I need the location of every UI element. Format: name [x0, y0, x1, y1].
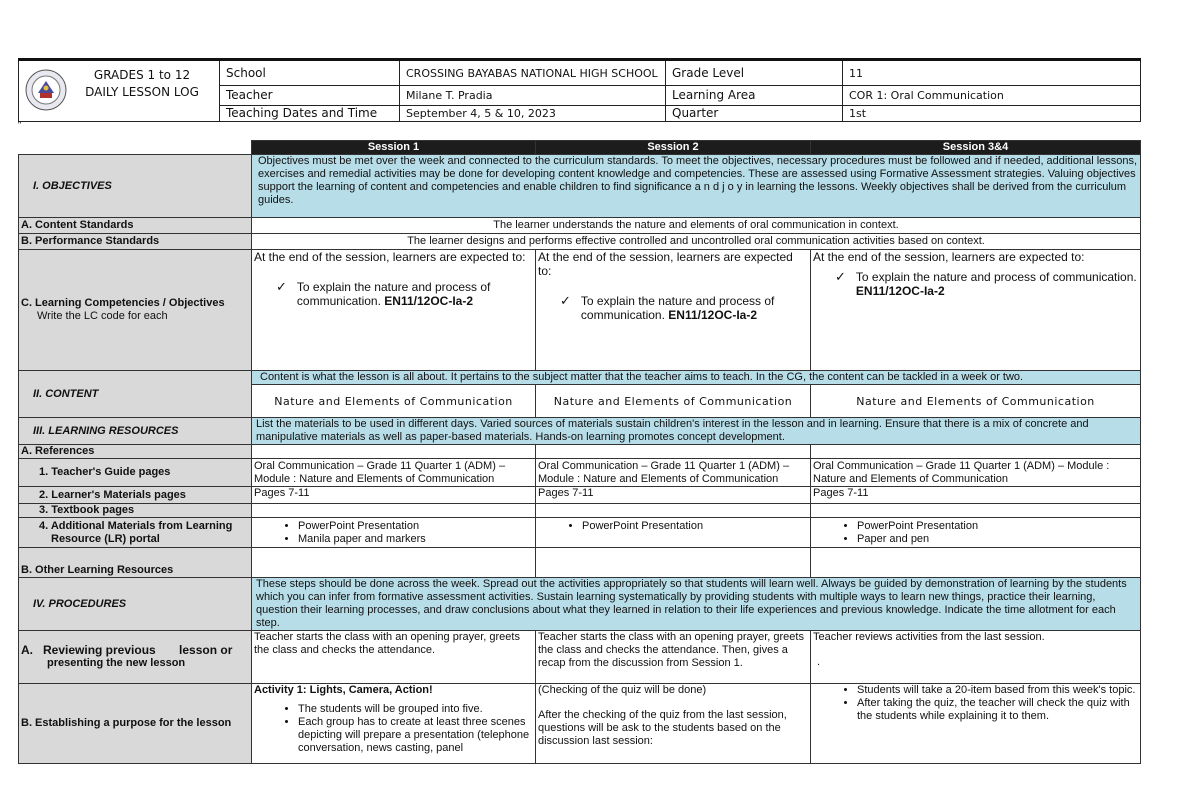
performance-standards-value: The learner designs and performs effective controlled and uncontrolled oral communication activities based on context. [252, 234, 1141, 250]
proc-a-label-cell [19, 631, 252, 684]
area-label: Learning Area [666, 86, 843, 106]
list-item: • PowerPoint Presentation [582, 520, 808, 533]
quarter-value: 1st [843, 106, 1141, 122]
procedures-title: IV. PROCEDURES [19, 578, 252, 631]
tg-label: 1. Teacher's Guide pages [19, 459, 252, 487]
tb-s3 [811, 504, 1141, 518]
objective-code: EN11/12OC-Ia-2 [855, 284, 945, 298]
competencies-label: C. Learning Competencies / Objectives [21, 297, 225, 309]
content-topic-s1: Nature and Elements of Communication [252, 385, 536, 418]
content-standards-label: A. Content Standards [19, 218, 252, 234]
proc-a-s2: Teacher starts the class with an opening prayer, greets the class and checks the attendance. Then, gives a recap from the discussion from Session 1. [536, 631, 811, 684]
list-item: • Each group has to create at least three scenes depicting will prepare a presentation (telephone conversation, news casting, panel [298, 716, 533, 755]
competencies-s2-intro: At the end of the session, learners are expected to: [538, 250, 793, 278]
competencies-s2-objective [538, 294, 808, 322]
objective-text: To explain the nature and process of communication. [855, 270, 1137, 284]
proc-b-s1 [252, 684, 536, 764]
other-s1 [252, 548, 536, 578]
resources-title: III. LEARNING RESOURCES [19, 418, 252, 445]
competencies-s1 [252, 250, 536, 371]
proc-b-s2-line1: (Checking of the quiz will be done) [538, 684, 707, 696]
procedures-note: These steps should be done across the week. Spread out the activities appropriately so that students will learn well. Always be guided by demonstration of learning by the students which you can infer from formative assessment activities. Sustain learning systematically by providing students with multiple ways to learn new things, practice their learning, question their learning processes, and draw conclusions about what they learned in relation to their life experiences and previous knowledge. Indicate the time allotment for each step. [252, 578, 1141, 631]
lesson-log-header [18, 58, 1140, 120]
list-item: • The students will be grouped into five. [298, 703, 533, 716]
lr-s2 [536, 518, 811, 548]
teacher-value: Milane T. Pradia [400, 86, 666, 106]
deped-seal-icon [25, 69, 67, 111]
lr-label-2: Resource (LR) portal [51, 532, 160, 545]
list-item: • Manila paper and markers [298, 533, 533, 546]
other-resources-label: B. Other Learning Resources [19, 548, 252, 578]
log-title [67, 67, 217, 101]
content-topic-s2: Nature and Elements of Communication [536, 385, 811, 418]
lm-s1: Pages 7-11 [252, 487, 536, 504]
competencies-label-cell [19, 250, 252, 371]
objective-text: To explain the nature and process of communication. [580, 294, 775, 322]
objectives-title: I. OBJECTIVES [19, 155, 252, 218]
tb-label: 3. Textbook pages [19, 504, 252, 518]
dates-label: Teaching Dates and Time [220, 106, 400, 122]
competencies-sublabel: Write the LC code for each [37, 310, 168, 322]
quarter-label: Quarter [666, 106, 843, 122]
references-s3 [811, 445, 1141, 459]
lm-label: 2. Learner's Materials pages [19, 487, 252, 504]
list-item: • After taking the quiz, the teacher will check the quiz with the students while explaining it to them. [857, 697, 1138, 723]
checkmark-icon: ✓ [276, 279, 287, 294]
session-2-header: Session 2 [536, 141, 811, 155]
competencies-s3-intro: At the end of the session, learners are expected to: [813, 250, 1085, 264]
competencies-s2 [536, 250, 811, 371]
list-item: • PowerPoint Presentation [857, 520, 1138, 533]
content-note: Content is what the lesson is all about. It pertains to the subject matter that the teacher aims to teach. In the CG, the content can be tackled in a week or two. [252, 371, 1141, 385]
area-value: COR 1: Oral Communication [843, 86, 1141, 106]
grade-label: Grade Level [666, 60, 843, 86]
resources-note: List the materials to be used in different days. Varied sources of materials sustain children's interest in the lesson and in learning. Ensure that there is a mix of concrete and manipulative materials as well as paper-based materials. Hands-on learning promotes concept development. [252, 418, 1141, 445]
school-label: School [220, 60, 400, 86]
lm-s3: Pages 7-11 [811, 487, 1141, 504]
competencies-s3 [811, 250, 1141, 371]
lr-s3 [811, 518, 1141, 548]
grade-value: 11 [843, 60, 1141, 86]
content-title: II. CONTENT [19, 371, 252, 418]
tg-s1: Oral Communication – Grade 11 Quarter 1 (ADM) – Module : Nature and Elements of Communication [252, 459, 536, 487]
objectives-note [252, 155, 1141, 218]
tb-s2 [536, 504, 811, 518]
log-title-line1: GRADES 1 to 12 [93, 68, 191, 82]
lr-s1 [252, 518, 536, 548]
session-1-header: Session 1 [252, 141, 536, 155]
references-label: A. References [19, 445, 252, 459]
teacher-label: Teacher [220, 86, 400, 106]
proc-b-s3 [811, 684, 1141, 764]
tg-s2: Oral Communication – Grade 11 Quarter 1 (ADM) – Module : Nature and Elements of Communication [536, 459, 811, 487]
competencies-s1-objective [254, 280, 533, 308]
lesson-log-table [18, 140, 1140, 764]
objective-code: EN11/12OC-Ia-2 [668, 308, 758, 322]
tg-s3: Oral Communication – Grade 11 Quarter 1 (ADM) – Module : Nature and Elements of Communication [811, 459, 1141, 487]
lm-s2: Pages 7-11 [536, 487, 811, 504]
proc-b-s2 [536, 684, 811, 764]
blank-corner [19, 141, 252, 155]
session-3-header: Session 3&4 [811, 141, 1141, 155]
other-s3 [811, 548, 1141, 578]
lr-label-cell [19, 518, 252, 548]
stray-mark: " [18, 120, 22, 130]
proc-b-label: B. Establishing a purpose for the lesson [19, 684, 252, 764]
checkmark-icon: ✓ [835, 269, 846, 284]
competencies-s3-objective [813, 270, 1138, 298]
content-topic-s3: Nature and Elements of Communication [811, 385, 1141, 418]
objective-code: EN11/12OC-Ia-2 [384, 294, 474, 308]
proc-a-s3-text: Teacher reviews activities from the last session. [813, 631, 1045, 643]
performance-standards-label: B. Performance Standards [19, 234, 252, 250]
proc-a-label-2: presenting the new lesson [47, 657, 186, 669]
list-item: • Paper and pen [857, 533, 1138, 546]
proc-a-s3-dot: . [817, 656, 821, 668]
references-s2 [536, 445, 811, 459]
objective-text: To explain the nature and process of communication. [296, 280, 491, 308]
checkmark-icon: ✓ [560, 293, 571, 308]
log-title-line2: DAILY LESSON LOG [85, 85, 199, 99]
proc-a-label-1: A. Reviewing previous lesson or [21, 643, 233, 657]
tb-s1 [252, 504, 536, 518]
competencies-s1-intro: At the end of the session, learners are expected to: [254, 250, 526, 264]
lr-label-1: 4. Additional Materials from Learning [39, 519, 233, 532]
proc-a-s3 [811, 631, 1141, 684]
objectives-note-line2: exercises and remedial activities may be done for developing content knowledge and competencies. These are assessed using Formative Assessment strategies. Valuing objectives support the learning of content and competencies and enable children to find significance a n d j o y in learning the lessons. Weekly objectives shall be derived from the curriculum guides. [258, 168, 1136, 206]
proc-b-s1-title: Activity 1: Lights, Camera, Action! [254, 684, 433, 696]
list-item: • PowerPoint Presentation [298, 520, 533, 533]
proc-b-s2-line2: After the checking of the quiz from the last session, questions will be ask to the students based on the discussion last session: [538, 709, 787, 747]
dates-value: September 4, 5 & 10, 2023 [400, 106, 666, 122]
school-value: CROSSING BAYABAS NATIONAL HIGH SCHOOL [400, 60, 666, 86]
other-s2 [536, 548, 811, 578]
list-item: • Students will take a 20-item based from this week's topic. [857, 684, 1138, 697]
proc-a-s1: Teacher starts the class with an opening prayer, greets the class and checks the attendance. [252, 631, 536, 684]
references-s1 [252, 445, 536, 459]
content-standards-value: The learner understands the nature and elements of oral communication in context. [252, 218, 1141, 234]
objectives-note-line1: Objectives must be met over the week and connected to the curriculum standards. To meet the objectives, necessary procedures must be followed and if needed, additional lessons, [258, 155, 1138, 167]
logo-cell [19, 60, 220, 122]
